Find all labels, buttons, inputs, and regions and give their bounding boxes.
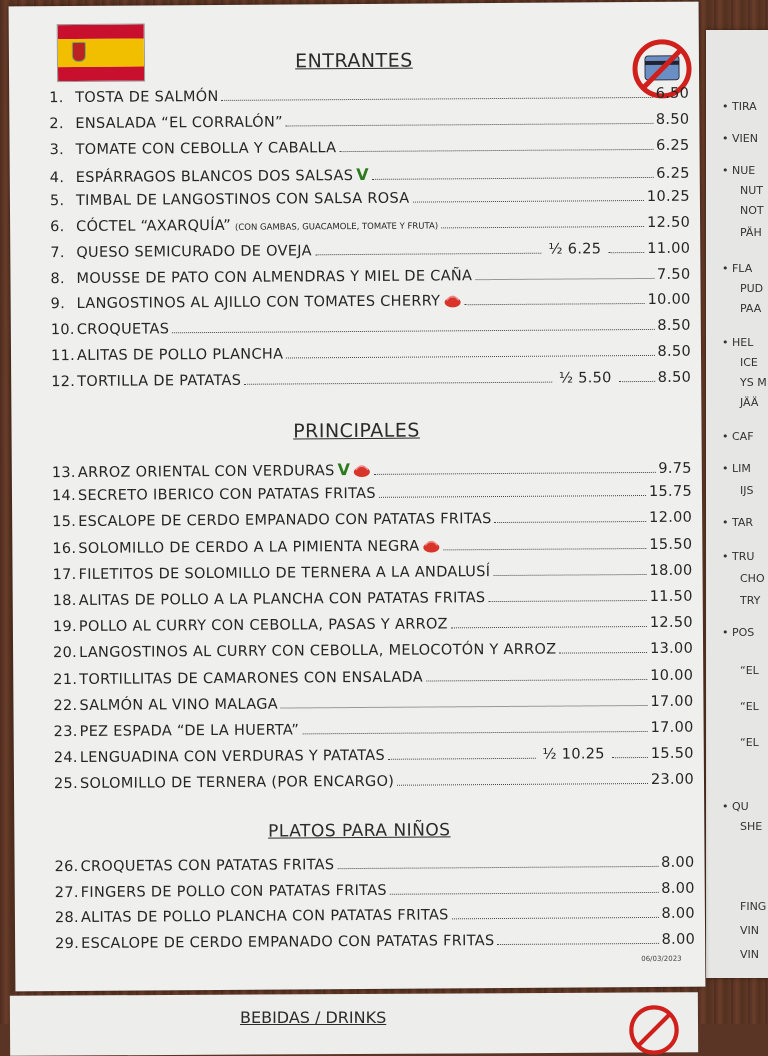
menu-item xyxy=(52,458,692,484)
leader-dots xyxy=(488,590,646,602)
item-name: TORTILLITAS DE CAMARONES CON ENSALADA xyxy=(79,669,424,688)
item-price: 10.25 xyxy=(646,188,690,206)
item-name: ESCALOPE DE CERDO EMPANADO CON PATATAS FRITAS xyxy=(78,511,492,531)
menu-item xyxy=(50,189,690,215)
leader-dots xyxy=(443,538,646,550)
side-text-fragment: FING xyxy=(740,900,767,913)
half-portion-price: ½ 6.25 xyxy=(548,241,602,258)
menu-item xyxy=(54,772,694,798)
menu-item xyxy=(50,240,690,266)
side-text-fragment: SHE xyxy=(740,820,763,833)
item-number: 7. xyxy=(50,244,65,261)
item-price: 9.75 xyxy=(658,460,692,477)
item-price: 8.50 xyxy=(657,343,692,360)
side-text-fragment: • TIRA xyxy=(722,100,757,113)
item-name: MOUSSE DE PATO CON ALMENDRAS Y MIEL DE CAÑA xyxy=(76,267,473,287)
item-name: QUESO SEMICURADO DE OVEJA xyxy=(76,243,312,261)
leader-dots xyxy=(244,371,552,384)
item-number: 18. xyxy=(52,592,77,610)
leader-dots xyxy=(302,721,648,734)
item-name: SOLOMILLO DE CERDO A LA PIMIENTA NEGRA xyxy=(78,538,420,557)
item-price: 11.50 xyxy=(649,588,693,605)
item-price: 17.00 xyxy=(650,693,694,710)
item-price: 8.00 xyxy=(661,854,695,871)
item-price: 18.00 xyxy=(649,562,693,579)
leader-dots xyxy=(374,462,655,475)
side-text-fragment: • HEL xyxy=(722,336,754,349)
side-text-fragment: • NUE xyxy=(722,164,756,177)
item-price: 11.00 xyxy=(647,240,691,257)
side-text-fragment: JÄÄ xyxy=(740,396,759,409)
food-menu-page xyxy=(9,2,706,992)
leader-dots xyxy=(172,319,654,333)
item-name: LANGOSTINOS AL AJILLO CON TOMATES CHERRY xyxy=(76,293,441,313)
side-text-fragment: NOT xyxy=(740,204,764,217)
item-name: TIMBAL DE LANGOSTINOS CON SALSA ROSA xyxy=(75,190,410,210)
item-name: PEZ ESPADA “DE LA HUERTA” xyxy=(79,722,300,740)
spicy-marker xyxy=(350,463,371,479)
item-number: 8. xyxy=(50,270,65,287)
menu-item xyxy=(55,880,695,906)
menu-item xyxy=(55,931,695,957)
item-number: 19. xyxy=(52,619,77,636)
item-price: 7.50 xyxy=(656,266,691,283)
item-price: 12.50 xyxy=(647,214,691,231)
item-note: (CON GAMBAS, GUACAMOLE, TOMATE Y FRUTA) xyxy=(234,221,439,233)
side-text-fragment: “EL xyxy=(740,664,759,677)
item-number: 15. xyxy=(52,514,77,531)
menu-item xyxy=(52,562,692,588)
leader-dots xyxy=(497,932,658,944)
vegetarian-icon: V xyxy=(356,165,369,185)
leader-dots xyxy=(379,485,646,498)
item-number: 21. xyxy=(53,671,78,688)
item-name: TOMATE CON CEBOLLA Y CABALLA xyxy=(75,139,337,158)
item-number: 27. xyxy=(54,884,79,901)
leader-dots xyxy=(397,773,648,786)
side-text-fragment: VIN xyxy=(740,948,759,961)
side-text-fragment: • LIM xyxy=(722,462,751,475)
leader-dots xyxy=(281,695,648,709)
item-name: ESPÁRRAGOS BLANCOS DOS SALSAS xyxy=(75,168,354,187)
menu-item xyxy=(52,510,692,536)
leader-dots xyxy=(452,907,659,919)
leader-dots xyxy=(559,642,647,654)
item-price: 13.00 xyxy=(650,641,694,658)
menu-item xyxy=(51,344,691,370)
leader-dots xyxy=(495,511,647,523)
leader-dots xyxy=(475,268,654,280)
item-number: 29. xyxy=(55,935,80,952)
side-text-fragment: • VIEN xyxy=(722,132,758,145)
item-number: 6. xyxy=(50,219,65,236)
item-price: 8.00 xyxy=(661,905,695,922)
side-text-fragment: NUT xyxy=(740,184,763,197)
leader-dots xyxy=(286,345,654,359)
side-text-fragment: VIN xyxy=(740,924,759,937)
item-price: 8.00 xyxy=(661,880,695,897)
menu-item xyxy=(53,641,693,667)
item-name: POLLO AL CURRY CON CEBOLLA, PASAS Y ARROZ xyxy=(78,616,448,636)
leader-dots xyxy=(451,616,647,628)
vegetarian-icon: V xyxy=(337,460,351,480)
item-price: 15.50 xyxy=(650,745,694,763)
side-text-fragment: • FLA xyxy=(722,262,753,275)
item-number: 1. xyxy=(49,90,64,107)
item-price: 15.75 xyxy=(648,483,693,501)
menu-item xyxy=(52,484,692,510)
item-price: 10.00 xyxy=(647,292,691,309)
menu-item xyxy=(50,215,690,241)
side-text-fragment: • POS xyxy=(722,626,755,639)
item-name: CÓCTEL “AXARQUÍA” xyxy=(76,217,232,235)
item-name: CROQUETAS CON PATATAS FRITAS xyxy=(80,857,335,875)
item-name: ALITAS DE POLLO A LA PLANCHA CON PATATAS FRITAS xyxy=(78,590,486,609)
leader-dots xyxy=(608,242,644,253)
item-price: 6.25 xyxy=(656,166,690,183)
side-text-fragment: PUD xyxy=(740,282,764,295)
menu-item xyxy=(50,163,690,189)
leader-dots xyxy=(222,87,653,101)
side-text-fragment: • CAF xyxy=(722,430,754,443)
side-text-fragment: ICE xyxy=(740,356,758,369)
side-text-fragment: TRY xyxy=(740,594,761,607)
item-name: CROQUETAS xyxy=(76,321,170,339)
item-price: 8.00 xyxy=(661,931,696,948)
section-title-entrantes: ENTRANTES xyxy=(295,49,413,73)
item-price: 12.00 xyxy=(649,510,693,527)
section-title-principales: PRINCIPALES xyxy=(293,419,420,443)
item-number: 2. xyxy=(49,115,64,132)
item-number: 24. xyxy=(53,750,78,767)
item-price: 8.50 xyxy=(655,111,690,128)
item-price: 8.50 xyxy=(657,317,691,335)
menu-item xyxy=(50,137,690,163)
spicy-marker xyxy=(440,294,461,310)
side-text-fragment: • TRU xyxy=(722,550,755,563)
item-name: ESCALOPE DE CERDO EMPANADO CON PATATAS FRITAS xyxy=(81,932,495,952)
date-stamp: 06/03/2023 xyxy=(641,954,682,964)
item-number: 26. xyxy=(54,858,79,876)
menu-item xyxy=(53,589,693,615)
menu-item xyxy=(49,111,689,137)
side-text-fragment: “EL xyxy=(740,700,759,713)
item-name: SALMÓN AL VINO MALAGA xyxy=(79,696,278,714)
side-text-fragment: • QU xyxy=(722,800,749,813)
leader-dots xyxy=(286,113,653,127)
item-number: 28. xyxy=(54,909,79,927)
item-name: ARROZ ORIENTAL CON VERDURAS xyxy=(77,463,335,481)
item-price: 6.50 xyxy=(655,85,690,102)
leader-dots xyxy=(372,167,653,180)
no-card-icon-2 xyxy=(628,1004,680,1056)
item-name: LANGOSTINOS AL CURRY CON CEBOLLA, MELOCOTÓN Y ARROZ xyxy=(79,642,557,662)
item-name: ALITAS DE POLLO PLANCHA CON PATATAS FRITAS xyxy=(80,907,449,926)
menu-item xyxy=(49,86,689,112)
menu-item xyxy=(51,292,691,318)
menu-item xyxy=(52,536,692,562)
item-number: 13. xyxy=(51,464,76,482)
menu-item xyxy=(53,615,693,641)
leader-dots xyxy=(426,669,647,682)
item-name: ENSALADA “EL CORRALÓN” xyxy=(75,114,283,132)
item-number: 3. xyxy=(49,141,65,158)
leader-dots xyxy=(388,748,536,760)
spicy-chili-icon xyxy=(353,464,371,478)
item-number: 16. xyxy=(52,540,77,557)
item-name: FINGERS DE POLLO CON PATATAS FRITAS xyxy=(80,882,387,901)
leader-dots xyxy=(493,564,646,576)
item-number: 23. xyxy=(53,723,78,741)
item-price: 6.25 xyxy=(656,137,690,154)
item-number: 12. xyxy=(51,373,76,390)
side-text-fragment: YS M xyxy=(740,376,767,389)
side-text-fragment: “EL xyxy=(740,736,759,749)
item-name: LENGUADINA CON VERDURAS Y PATATAS xyxy=(79,747,386,767)
spicy-chili-icon xyxy=(443,295,461,309)
section-title-ninos: PLATOS PARA NIÑOS xyxy=(268,820,451,842)
side-text-fragment: • TAR xyxy=(722,516,754,529)
menu-item xyxy=(50,266,690,292)
item-number: 25. xyxy=(53,776,79,793)
item-number: 17. xyxy=(52,566,77,583)
item-number: 14. xyxy=(51,488,77,505)
item-price: 10.00 xyxy=(650,667,694,684)
item-number: 10. xyxy=(50,322,75,339)
leader-dots xyxy=(612,747,648,758)
half-portion-price: ½ 5.50 xyxy=(558,370,612,387)
spicy-chili-icon xyxy=(422,539,440,553)
item-number: 4. xyxy=(49,170,65,187)
item-name: TORTILLA DE PATATAS xyxy=(77,372,242,390)
item-number: 11. xyxy=(50,347,76,365)
leader-dots xyxy=(315,243,542,256)
half-portion-price: ½ 10.25 xyxy=(542,746,605,763)
menu-item xyxy=(54,720,694,746)
item-name: SECRETO IBERICO CON PATATAS FRITAS xyxy=(77,486,376,505)
item-number: 22. xyxy=(53,697,78,714)
leader-dots xyxy=(441,216,644,228)
side-text-fragment: PÄH xyxy=(740,226,762,239)
item-name: ALITAS DE POLLO PLANCHA xyxy=(76,346,284,364)
menu-item xyxy=(55,906,695,932)
menu-item xyxy=(54,746,694,772)
item-name: FILETITOS DE SOLOMILLO DE TERNERA A LA ANDALUSÍ xyxy=(78,563,491,583)
item-price: 8.50 xyxy=(657,369,692,386)
item-name: TOSTA DE SALMÓN xyxy=(75,88,219,106)
leader-dots xyxy=(339,139,653,152)
leader-dots xyxy=(390,881,658,894)
item-price: 12.50 xyxy=(649,614,693,632)
section-title-bebidas: BEBIDAS / DRINKS xyxy=(240,1008,387,1027)
leader-dots xyxy=(337,856,658,869)
side-text-fragment: CHO xyxy=(740,572,765,585)
item-number: 9. xyxy=(50,296,66,313)
item-price: 17.00 xyxy=(650,719,694,736)
item-price: 23.00 xyxy=(650,772,695,789)
menu-item xyxy=(53,693,693,719)
menu-item xyxy=(53,667,693,693)
leader-dots xyxy=(464,293,644,305)
leader-dots xyxy=(619,371,655,382)
item-number: 5. xyxy=(49,193,65,210)
item-number: 20. xyxy=(53,645,78,662)
item-price: 15.50 xyxy=(649,536,693,553)
menu-item xyxy=(51,369,691,395)
side-text-fragment: PAA xyxy=(740,302,762,315)
menu-item xyxy=(51,318,691,344)
menu-item xyxy=(55,855,695,881)
spicy-marker xyxy=(419,538,440,554)
item-name: SOLOMILLO DE TERNERA (POR ENCARGO) xyxy=(79,774,395,793)
side-text-fragment: IJS xyxy=(740,484,754,497)
leader-dots xyxy=(412,190,644,203)
